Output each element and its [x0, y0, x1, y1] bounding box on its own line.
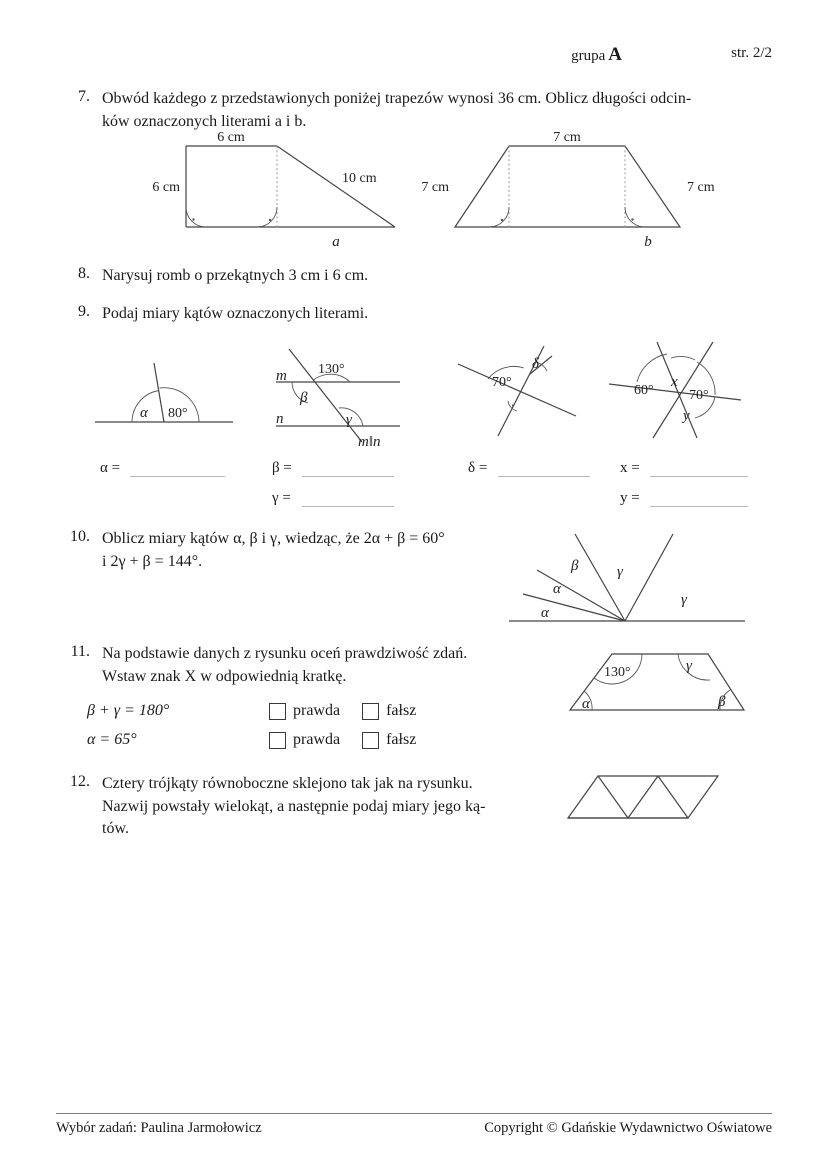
figure7-left-side-label: 6 cm: [152, 180, 180, 195]
figure9a-angle-label: 80°: [168, 406, 188, 421]
figure9b-angle-label: 130°: [318, 362, 345, 377]
task-10: [56, 528, 496, 573]
figure7-right-left-label: 7 cm: [421, 180, 449, 195]
task-10-number: 10.: [70, 528, 90, 545]
task-11-line-1: Na podstawie danych z rysunku oceń prawdziwość zdań.: [102, 645, 468, 662]
task11-false-label-2: fałsz: [386, 731, 417, 748]
figure11-angle-label: 130°: [604, 665, 631, 680]
figure9b-parallel-note: m‖n: [358, 434, 381, 450]
figure7-right-top-label: 7 cm: [553, 130, 581, 145]
task-8-text: [102, 265, 756, 288]
checkbox-false-1[interactable]: [362, 703, 379, 720]
task-11-number: 11.: [70, 643, 90, 660]
task-8-number: 8.: [78, 265, 90, 282]
task-7-line-2: ków oznaczonych literami a i b.: [102, 112, 307, 130]
figure9b-line-m-label: m: [276, 368, 287, 384]
task11-true-label-1: prawda: [293, 702, 341, 719]
answer-label-y: y =: [620, 490, 640, 506]
task-12-number: 12.: [70, 773, 90, 790]
answer-label-delta: δ =: [468, 460, 488, 476]
task-12-text: [102, 773, 526, 841]
figure9d-x-label: x: [671, 374, 678, 390]
task-9-text: [102, 303, 756, 326]
figure9c-angle-label: 70°: [492, 375, 512, 390]
figure-task12: [560, 770, 740, 826]
figure10-gamma-1: γ: [617, 564, 623, 580]
checkbox-true-1[interactable]: [269, 703, 286, 720]
figure7-right-right-label: 7 cm: [687, 180, 715, 195]
task-10-line-2: i 2γ + β = 144°.: [102, 552, 203, 570]
figure9d-right-angle-label: 70°: [689, 388, 709, 403]
task-10-line-1: Oblicz miary kątów α, β i γ, wiedząc, że 2α + β = 60°: [102, 530, 445, 547]
figure7-right-bottom-label: b: [644, 234, 652, 250]
figure10-beta: β: [571, 558, 579, 574]
task-7-line-1: Obwód każdego z przedstawionych poniżej trapezów wynosi 36 cm. Oblicz długości odcin-: [102, 90, 692, 107]
footer-divider: [56, 1113, 772, 1114]
figure11-gamma-label: γ: [686, 658, 692, 674]
answer-label-alpha: α =: [100, 460, 121, 476]
figure10-gamma-2: γ: [681, 592, 687, 608]
task11-row-2: [87, 731, 416, 749]
figure9c-delta-label: δ: [532, 356, 539, 372]
figure-task9-d: [605, 342, 745, 440]
footer-author: Wybór zadań: Paulina Jarmołowicz: [56, 1120, 262, 1136]
task-12-line-1: Cztery trójkąty równoboczne sklejono tak jak na rysunku.: [102, 775, 473, 792]
figure9b-line-n-label: n: [276, 411, 284, 427]
task-9-number: 9.: [78, 303, 90, 320]
task-12: [56, 773, 526, 841]
answer-label-gamma: γ =: [272, 490, 291, 506]
figure-task7-right: [421, 130, 715, 254]
answer-label-beta: β =: [272, 460, 292, 476]
figure9a-alpha-label: α: [140, 405, 148, 421]
task11-statement-1: β + γ = 180°: [87, 702, 170, 719]
answer-line-gamma[interactable]: [302, 506, 394, 507]
answer-line-beta[interactable]: [302, 476, 394, 477]
task11-statement-2: α = 65°: [87, 731, 137, 748]
figure9b-beta-label: β: [300, 390, 308, 406]
figure-task9-b: [258, 345, 403, 450]
checkbox-false-2[interactable]: [362, 732, 379, 749]
checkbox-true-2[interactable]: [269, 732, 286, 749]
figure10-alpha-1: α: [541, 605, 549, 621]
task-11: [56, 643, 526, 688]
figure7-left-hyp-label: 10 cm: [342, 171, 377, 186]
task-11-text: [102, 643, 526, 688]
task-12-line-3: tów.: [102, 820, 129, 838]
figure-task11: [560, 640, 750, 720]
answer-line-delta[interactable]: [498, 476, 590, 477]
figure11-beta-label: β: [718, 694, 726, 710]
task-8: [56, 265, 756, 288]
figure9d-y-label: y: [683, 408, 690, 424]
figure7-left-top-label: 6 cm: [217, 130, 245, 145]
group-text: grupa: [571, 48, 606, 64]
footer-copyright: Copyright © Gdańskie Wydawnictwo Oświatowe: [484, 1120, 772, 1136]
task11-true-label-2: prawda: [293, 731, 341, 748]
task-8-line-1: Narysuj romb o przekątnych 3 cm i 6 cm.: [102, 267, 369, 284]
group-letter: A: [608, 44, 622, 65]
task-11-line-2: Wstaw znak X w odpowiednią kratkę.: [102, 667, 347, 685]
figure9b-gamma-label: γ: [346, 412, 352, 428]
figure7-left-bottom-label: a: [332, 234, 340, 250]
figure-task7-left: [150, 132, 430, 254]
figure11-alpha-label: α: [582, 696, 590, 712]
task-12-line-2: Nazwij powstały wielokąt, a następnie podaj miary jego ką-: [102, 797, 486, 815]
group-label: [571, 44, 622, 66]
task-10-text: [102, 528, 496, 573]
task-7-text: [102, 88, 756, 133]
figure-task9-a: [90, 345, 235, 435]
task-9-line-1: Podaj miary kątów oznaczonych literami.: [102, 305, 369, 322]
answer-label-x: x =: [620, 460, 640, 476]
task11-false-label-1: fałsz: [386, 702, 417, 719]
page-number-label: str. 2/2: [731, 45, 772, 61]
task-7-number: 7.: [78, 88, 90, 105]
figure-task9-c: [452, 344, 582, 440]
task-7: [56, 88, 756, 133]
task-9: [56, 303, 756, 326]
answer-line-alpha[interactable]: [130, 476, 225, 477]
task11-row-1: [87, 702, 416, 720]
answer-line-y[interactable]: [650, 506, 748, 507]
page-header: [56, 44, 772, 68]
figure9d-left-angle-label: 60°: [634, 383, 654, 398]
figure10-alpha-2: α: [553, 581, 561, 597]
answer-line-x[interactable]: [650, 476, 748, 477]
figure-task10: [505, 528, 750, 628]
